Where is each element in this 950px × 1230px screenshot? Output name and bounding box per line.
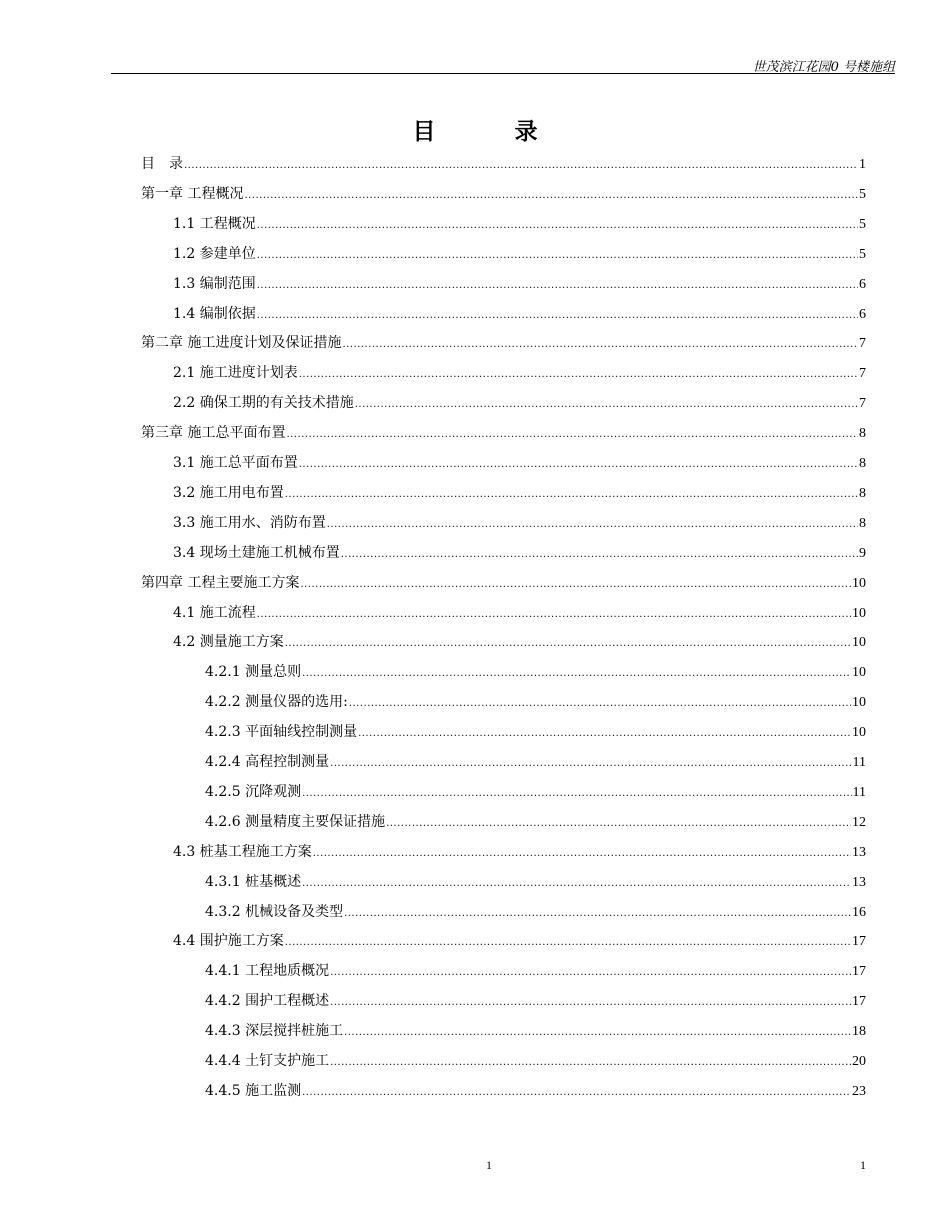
toc-entry-label: 3.3 施工用水、消防布置 (173, 515, 326, 531)
toc-entry-label: 4.4 围护施工方案 (173, 933, 284, 949)
toc-entry[interactable] (173, 631, 866, 653)
toc-entry-label: 3.2 施工用电布置 (173, 485, 284, 501)
toc-entry[interactable] (205, 811, 866, 833)
toc-dot-leader (330, 962, 851, 984)
toc-entry-page-number: 10 (852, 576, 866, 591)
toc-entry[interactable] (141, 422, 866, 444)
toc-entry-label: 4.2.4 高程控制测量 (205, 754, 330, 770)
toc-dot-leader (299, 364, 858, 386)
toc-entry-label: 第一章 工程概况 (141, 186, 244, 202)
toc-entry[interactable] (173, 602, 866, 624)
toc-dot-leader (302, 663, 851, 685)
toc-dot-leader (344, 903, 851, 925)
toc-dot-leader (386, 813, 851, 835)
toc-dot-leader (257, 305, 858, 327)
toc-dot-leader (257, 604, 851, 626)
toc-entry-label: 第三章 施工总平面布置 (141, 425, 286, 441)
toc-dot-leader (286, 424, 858, 446)
toc-entry-page-number: 10 (852, 665, 866, 680)
toc-entry-page-number: 16 (852, 905, 866, 920)
toc-dot-leader (342, 334, 858, 356)
toc-entry-page-number: 13 (852, 875, 866, 890)
toc-entry[interactable] (173, 213, 866, 235)
toc-entry[interactable] (173, 303, 866, 325)
footer-page-number-center: 1 (486, 1158, 492, 1172)
toc-entry-page-number: 9 (859, 546, 866, 561)
toc-dot-leader (257, 215, 858, 237)
toc-entry-label: 4.3 桩基工程施工方案 (173, 844, 312, 860)
toc-entry[interactable] (205, 1020, 866, 1042)
toc-entry[interactable] (173, 273, 866, 295)
toc-entry-label: 4.1 施工流程 (173, 605, 256, 621)
toc-entry-page-number: 8 (859, 456, 866, 471)
toc-entry[interactable] (205, 960, 866, 982)
toc-dot-leader (330, 753, 851, 775)
toc-entry-label: 1.2 参建单位 (173, 246, 256, 262)
toc-dot-leader (184, 155, 858, 177)
toc-entry-page-number: 10 (852, 606, 866, 621)
toc-dot-leader (285, 932, 851, 954)
toc-entry[interactable] (173, 930, 866, 952)
toc-entry-page-number: 7 (859, 396, 866, 411)
toc-entry-page-number: 7 (859, 366, 866, 381)
toc-entry[interactable] (173, 542, 866, 564)
toc-dot-leader (302, 873, 851, 895)
toc-entry-label: 4.2.6 测量精度主要保证措施 (205, 814, 386, 830)
header-document-title: 世茂滨江花园0 号楼施组 (752, 60, 895, 75)
toc-entry-page-number: 5 (859, 247, 866, 262)
toc-entry-page-number: 11 (852, 755, 866, 770)
toc-dot-leader (299, 454, 858, 476)
toc-entry[interactable] (173, 841, 866, 863)
toc-dot-leader (330, 992, 851, 1014)
toc-entry-page-number: 17 (852, 994, 866, 1009)
toc-entry-label: 4.4.3 深层搅拌桩施工 (205, 1023, 344, 1039)
toc-entry-label: 目 录 (141, 156, 183, 172)
toc-entry-label: 4.2.2 测量仪器的选用: (205, 694, 348, 710)
toc-dot-leader (302, 1082, 851, 1104)
toc-entry-label: 4.4.2 围护工程概述 (205, 993, 330, 1009)
toc-entry-label: 4.3.1 桩基概述 (205, 874, 302, 890)
toc-entry-page-number: 10 (852, 635, 866, 650)
toc-entry-label: 4.4.5 施工监测 (205, 1083, 302, 1099)
toc-entry[interactable] (141, 153, 866, 175)
toc-entry[interactable] (173, 512, 866, 534)
toc-entry-label: 第四章 工程主要施工方案 (141, 575, 300, 591)
toc-entry[interactable] (173, 482, 866, 504)
toc-dot-leader (302, 783, 851, 805)
toc-dot-leader (285, 484, 858, 506)
toc-entry-page-number: 13 (852, 845, 866, 860)
toc-entry[interactable] (173, 243, 866, 265)
toc-entry[interactable] (205, 721, 866, 743)
toc-title: 目 录 (412, 119, 566, 145)
toc-dot-leader (355, 394, 858, 416)
toc-entry[interactable] (141, 183, 866, 205)
toc-entry[interactable] (205, 1080, 866, 1102)
toc-entry-label: 3.1 施工总平面布置 (173, 455, 298, 471)
toc-dot-leader (330, 1052, 851, 1074)
toc-entry-page-number: 23 (852, 1084, 866, 1099)
toc-entry[interactable] (205, 1050, 866, 1072)
toc-entry-label: 2.1 施工进度计划表 (173, 365, 298, 381)
toc-dot-leader (257, 275, 858, 297)
toc-dot-leader (341, 544, 858, 566)
toc-entry-label: 1.1 工程概况 (173, 216, 256, 232)
toc-entry[interactable] (141, 332, 866, 354)
toc-entry[interactable] (141, 572, 866, 594)
header-rule (111, 73, 895, 74)
toc-dot-leader (244, 185, 858, 207)
toc-entry[interactable] (205, 781, 866, 803)
toc-entry-label: 4.3.2 机械设备及类型 (205, 904, 344, 920)
toc-entry-label: 4.2.5 沉降观测 (205, 784, 302, 800)
toc-entry-page-number: 6 (859, 307, 866, 322)
toc-entry-page-number: 6 (859, 277, 866, 292)
toc-entry-page-number: 8 (859, 486, 866, 501)
footer-page-number-right: 1 (860, 1158, 866, 1172)
toc-entry-page-number: 17 (852, 934, 866, 949)
toc-dot-leader (285, 633, 851, 655)
toc-entry[interactable] (205, 901, 866, 923)
toc-entry-page-number: 1 (859, 157, 866, 172)
toc-entry-label: 4.2.3 平面轴线控制测量 (205, 724, 358, 740)
toc-entry-label: 4.4.4 土钉支护施工 (205, 1053, 330, 1069)
toc-entry-page-number: 18 (852, 1024, 866, 1039)
toc-dot-leader (327, 514, 858, 536)
toc-entry[interactable] (173, 392, 866, 414)
toc-entry[interactable] (205, 990, 866, 1012)
toc-entry-page-number: 8 (859, 516, 866, 531)
toc-entry-label: 4.2 测量施工方案 (173, 634, 284, 650)
toc-entry-page-number: 8 (859, 426, 866, 441)
toc-entry-page-number: 10 (852, 695, 866, 710)
toc-entry-page-number: 11 (852, 785, 866, 800)
toc-entry-page-number: 20 (852, 1054, 866, 1069)
toc-entry[interactable] (173, 362, 866, 384)
toc-dot-leader (344, 1022, 851, 1044)
toc-entry[interactable] (173, 452, 866, 474)
toc-entry[interactable] (205, 661, 866, 683)
toc-entry-page-number: 5 (859, 217, 866, 232)
toc-entry-label: 第二章 施工进度计划及保证措施 (141, 335, 342, 351)
toc-dot-leader (358, 723, 851, 745)
toc-entry-page-number: 10 (852, 725, 866, 740)
toc-entry[interactable] (205, 871, 866, 893)
toc-entry[interactable] (205, 751, 866, 773)
toc-dot-leader (300, 574, 851, 596)
toc-entry-label: 2.2 确保工期的有关技术措施 (173, 395, 354, 411)
toc-entry-page-number: 12 (852, 815, 866, 830)
toc-entry-label: 1.4 编制依据 (173, 306, 256, 322)
toc-entry-page-number: 17 (852, 964, 866, 979)
toc-entry-label: 4.2.1 测量总则 (205, 664, 302, 680)
toc-entry-page-number: 7 (859, 336, 866, 351)
toc-entry-label: 1.3 编制范围 (173, 276, 256, 292)
toc-dot-leader (349, 693, 851, 715)
toc-entry[interactable] (205, 691, 866, 713)
toc-entry-page-number: 5 (859, 187, 866, 202)
toc-entry-label: 4.4.1 工程地质概况 (205, 963, 330, 979)
toc-entry-label: 3.4 现场土建施工机械布置 (173, 545, 340, 561)
toc-dot-leader (257, 245, 858, 267)
toc-dot-leader (313, 843, 851, 865)
